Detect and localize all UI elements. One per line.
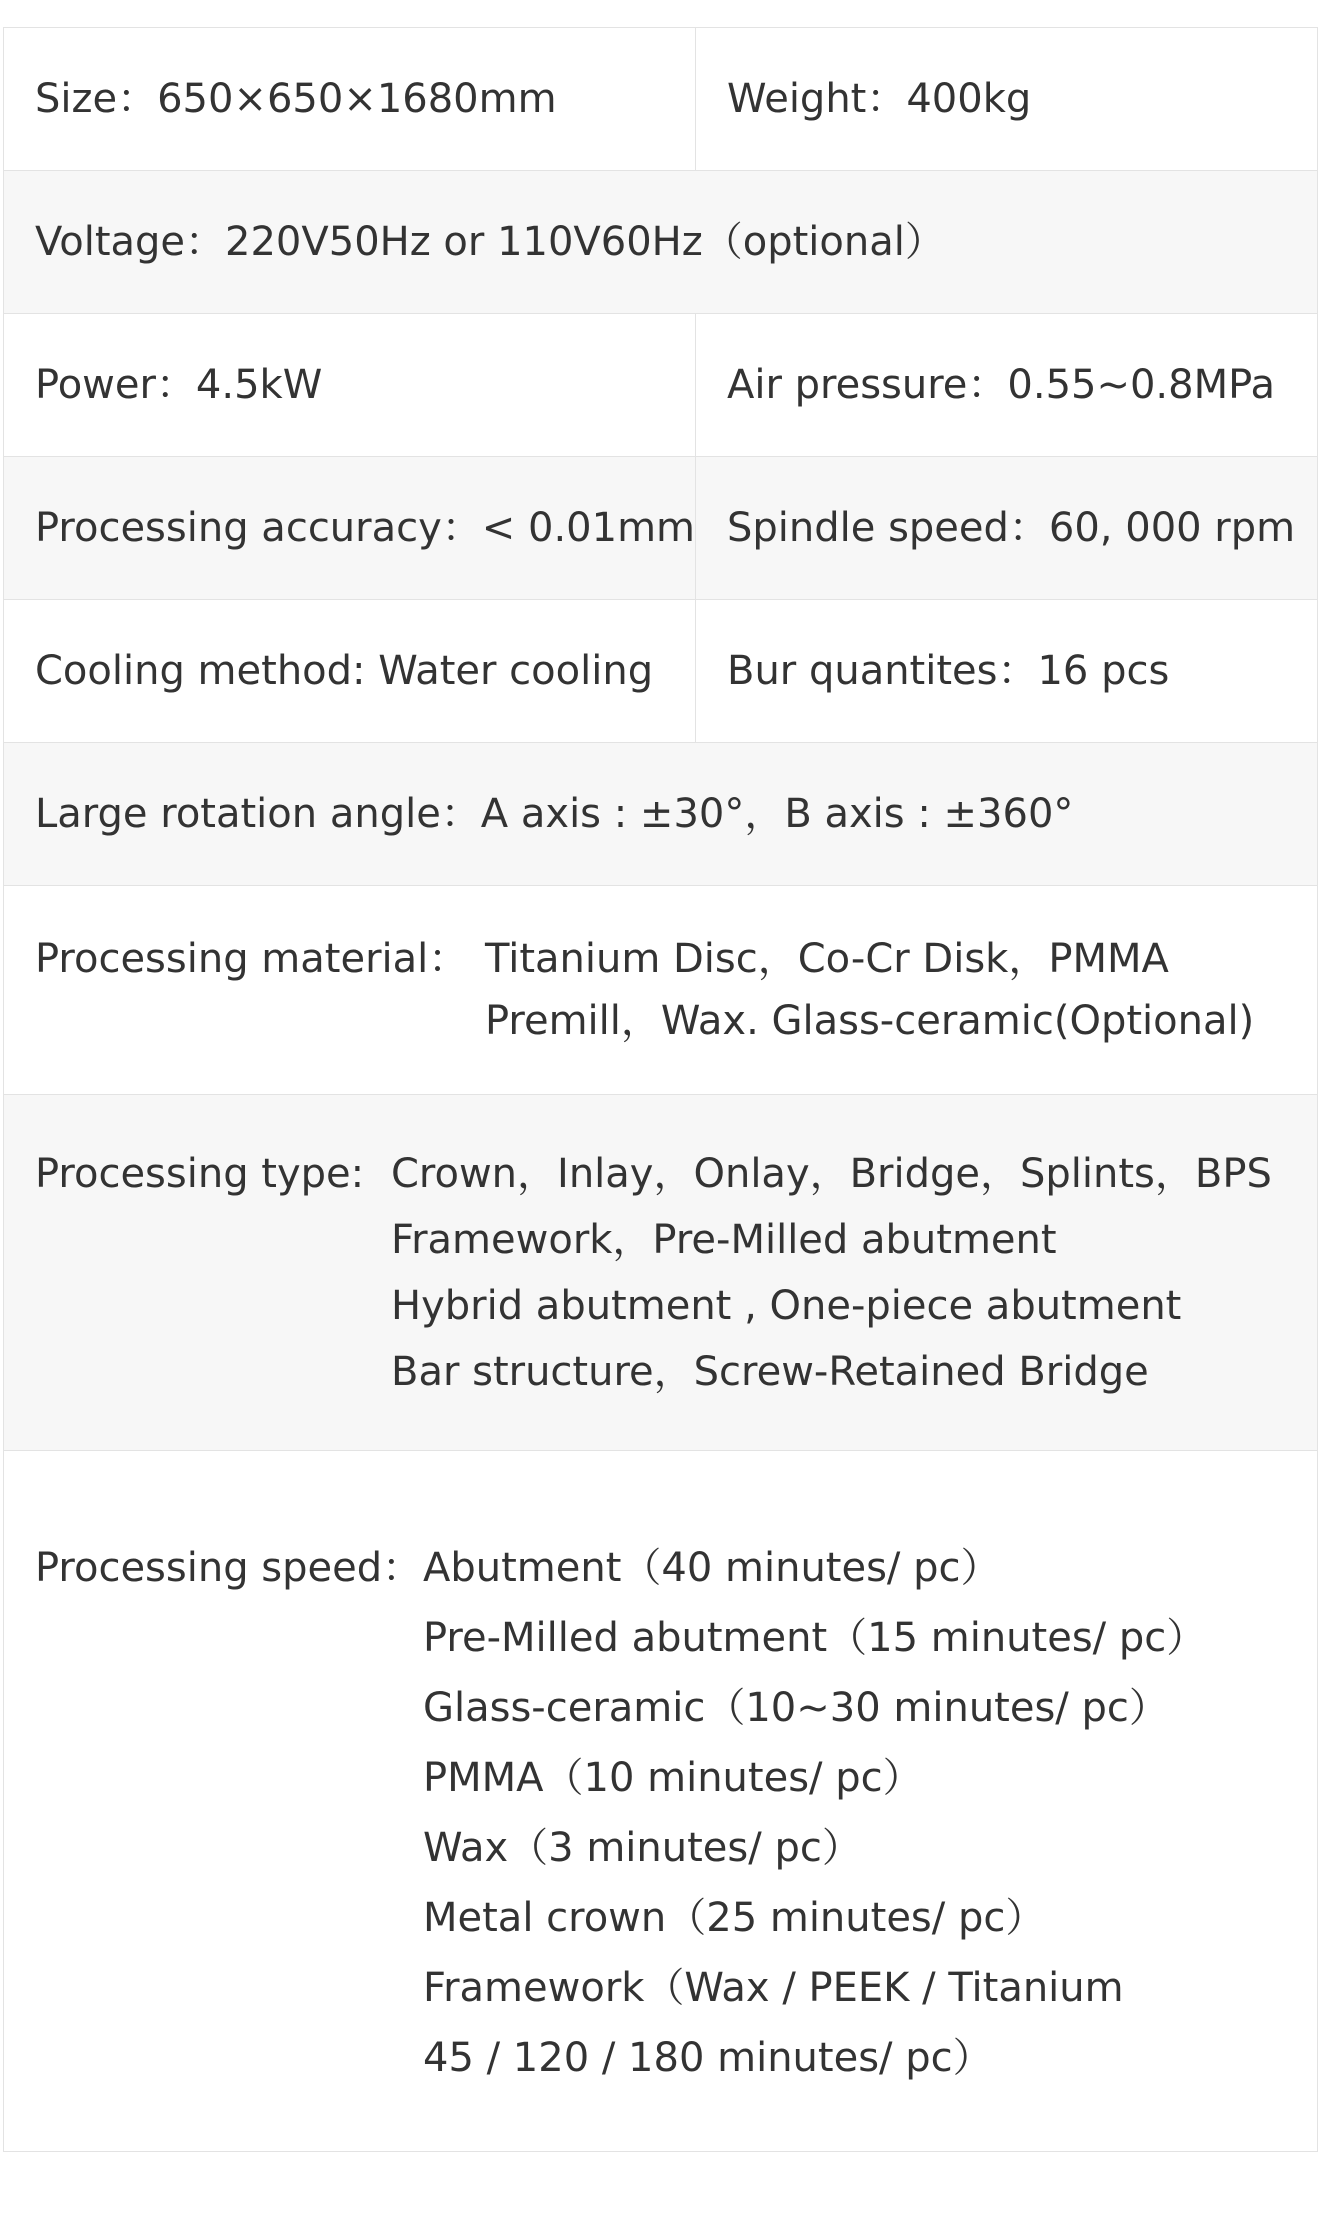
spec-processing-type: [4, 1095, 1318, 1451]
spec-power: Power：4.5kW: [4, 314, 696, 457]
spec-row-rotation: [4, 743, 1318, 886]
spec-size: Size：650×650×1680mm: [4, 28, 696, 171]
processing-speed-line: 45 / 120 / 180 minutes/ pc）: [423, 2035, 993, 2081]
specification-table: [3, 27, 1318, 2152]
spec-bur-quantities: Bur quantites：16 pcs: [696, 600, 1318, 743]
processing-speed-line: PMMA（10 minutes/ pc）: [423, 1755, 923, 1801]
processing-type-line: Framework，Pre-Milled abutment: [391, 1216, 1057, 1263]
spec-spindle-speed: Spindle speed：60, 000 rpm: [696, 457, 1318, 600]
processing-type-line: Hybrid abutment , One-piece abutment: [391, 1282, 1182, 1329]
processing-speed-line: Framework（Wax / PEEK / Titanium: [423, 1965, 1124, 2011]
spec-rotation-angle: Large rotation angle：A axis : ±30°，B axis : ±360°: [4, 743, 1318, 886]
processing-speed-line: Metal crown（25 minutes/ pc）: [423, 1895, 1046, 1941]
spec-row-material: [4, 886, 1318, 1095]
processing-material-label: Processing material：: [35, 936, 469, 982]
spec-weight: Weight：400kg: [696, 28, 1318, 171]
spec-processing-material: [4, 886, 1318, 1095]
spec-row-size-weight: [4, 28, 1318, 171]
spec-row-cooling-bur: [4, 600, 1318, 743]
processing-speed-line: Glass-ceramic（10~30 minutes/ pc）: [423, 1685, 1169, 1731]
processing-type-line: Crown，Inlay，Onlay，Bridge，Splints，BPS: [391, 1150, 1272, 1197]
processing-speed-line: Abutment（40 minutes/ pc）: [423, 1545, 1001, 1591]
processing-material-line: Premill，Wax. Glass-ceramic(Optional): [485, 998, 1255, 1044]
processing-speed-line: Pre-Milled abutment（15 minutes/ pc）: [423, 1615, 1207, 1661]
processing-type-label: Processing type:: [35, 1150, 365, 1197]
spec-row-accuracy-spindle: [4, 457, 1318, 600]
spec-air-pressure: Air pressure：0.55~0.8MPa: [696, 314, 1318, 457]
spec-row-type: [4, 1095, 1318, 1451]
processing-speed-label: Processing speed：: [35, 1545, 423, 1591]
processing-material-line: Titanium Disc，Co-Cr Disk，PMMA: [485, 936, 1169, 982]
spec-row-voltage: [4, 171, 1318, 314]
spec-cooling-method: Cooling method: Water cooling: [4, 600, 696, 743]
spec-processing-speed: [4, 1451, 1318, 2152]
processing-type-line: Bar structure，Screw-Retained Bridge: [391, 1348, 1149, 1395]
processing-speed-line: Wax（3 minutes/ pc）: [423, 1825, 862, 1871]
spec-voltage: Voltage：220V50Hz or 110V60Hz（optional）: [4, 171, 1318, 314]
spec-row-power-air: [4, 314, 1318, 457]
spec-processing-accuracy: Processing accuracy：< 0.01mm: [4, 457, 696, 600]
spec-row-speed: [4, 1451, 1318, 2152]
